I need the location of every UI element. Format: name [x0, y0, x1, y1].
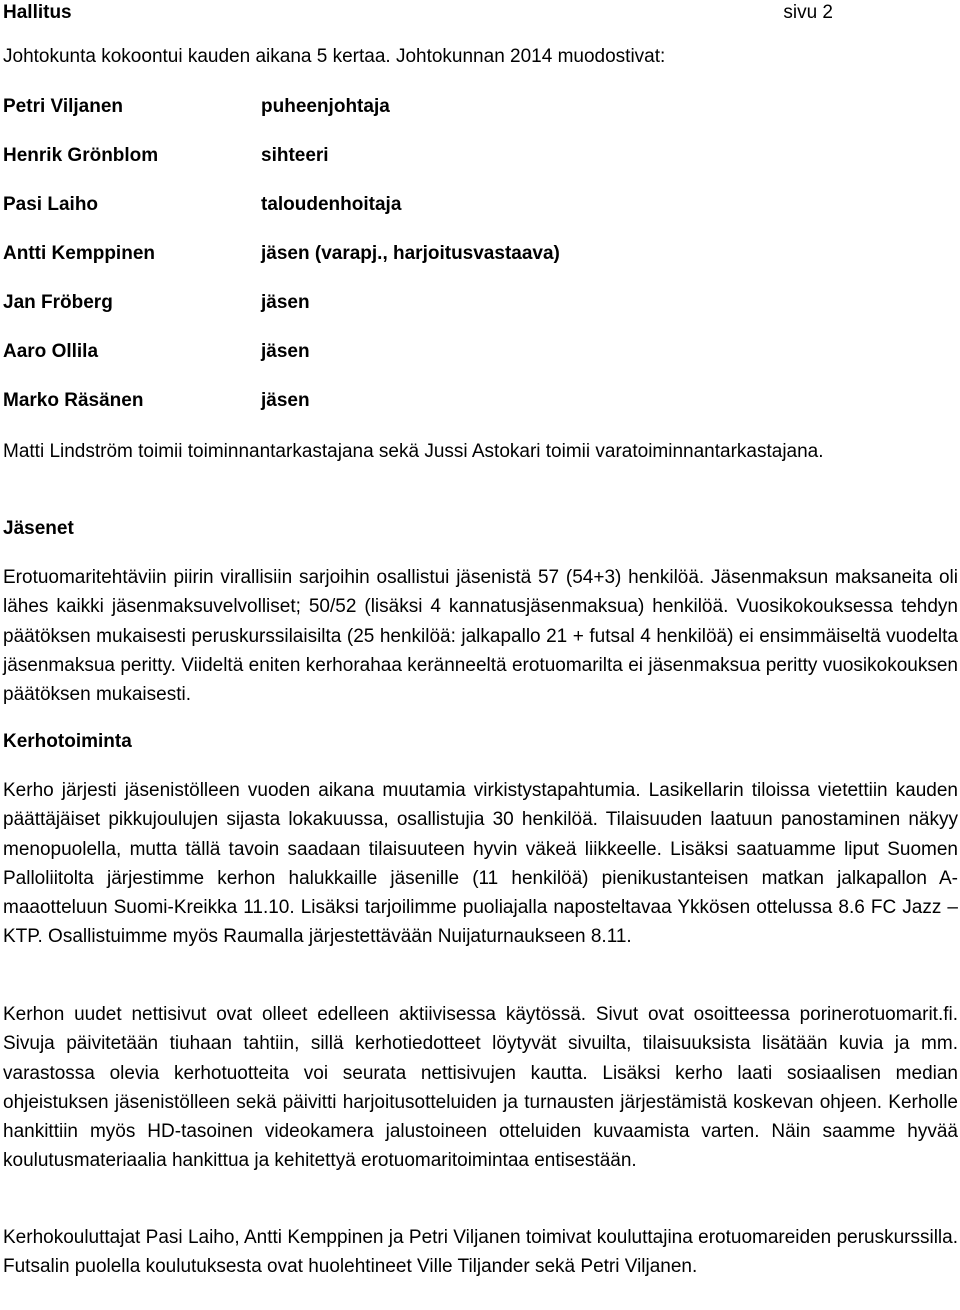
board-member-row: [3, 192, 703, 241]
board-member-name: Pasi Laiho: [3, 194, 99, 215]
board-member-row: [3, 290, 703, 339]
club-heading: Kerhotoiminta: [3, 731, 132, 752]
board-member-role: sihteeri: [261, 145, 329, 166]
board-member-row: [3, 94, 703, 143]
board-member-role: jäsen: [261, 292, 310, 313]
board-member-role: puheenjohtaja: [261, 96, 390, 117]
club-paragraph: Kerhokouluttajat Pasi Laiho, Antti Kemppinen ja Petri Viljanen toimivat kouluttajina erotuomareiden peruskurssilla. Futsalin puolella koulutuksesta ovat huolehtineet Ville Tiljander sekä Petri Viljanen.: [3, 1227, 958, 1278]
club-paragraph: Kerho järjesti jäsenistölleen vuoden aikana muutamia virkistystapahtumia. Lasikellarin tiloissa vietettiin kauden päättäjäiset pikkujoulujen sijasta lokakuussa, osallistujia 30 henkilöä. Tilaisuuden laatuun panostaminen näkyy menopuolella, mutta tällä tavoin saadaan tilaisuuteen hyvin väkeä liikkeelle. Lisäksi saatuamme liput Suomen Palloliitolta järjestimme kerhon halukkaille jäsenille (11 henkilöä) pienikustanteisen matkan jalkapallon A-maaotteluun Suomi-Kreikka 11.10. Lisäksi tarjoilimme puoliajalla naposteltavaa Ykkösen ottelussa 8.6 FC Jazz – KTP. Osallistuimme myös Raumalla järjestettävään Nuijaturnaukseen 8.11.: [3, 780, 958, 948]
board-member-row: [3, 143, 703, 192]
section-title-hallitus: Hallitus: [3, 2, 72, 23]
members-paragraph: Erotuomaritehtäviin piirin virallisiin sarjoihin osallistui jäsenistä 57 (54+3) henkilöä. Jäsenmaksun maksaneita oli lähes kaikki jäsenmaksuvelvolliset; 50/52 (lisäksi 4 kannatusjäsenmaksua) henkilöä. Vuosikokouksessa tehdyn päätöksen mukaisesti peruskurssilaisilta (25 henkilöä: jalkapallo 21 + futsal 4 henkilöä) ei ensimmäiseltä vuodelta jäsenmaksua peritty. Viideltä eniten kerhorahaa keränneeltä erotuomarilta ei jäsenmaksua peritty vuosikokouksen päätöksen mukaisesti.: [3, 567, 958, 706]
board-member-name: Henrik Grönblom: [3, 145, 159, 166]
auditors-paragraph: Matti Lindström toimii toiminnantarkastajana sekä Jussi Astokari toimii varatoiminnantarkastajana.: [3, 441, 824, 462]
board-member-list: [3, 94, 703, 437]
club-paragraph: Kerhon uudet nettisivut ovat olleet edelleen aktiivisessa käytössä. Sivut ovat osoitteessa porinerotuomarit.fi. Sivuja päivitetään tiuhaan tahtiin, sillä kerhotiedotteet löytyvät sivuilta, tilaisuuksista lisätään kuvia ja mm. varastossa olevia kerhotuotteita voi seurata nettisivujen kautta. Lisäksi kerho laati sosiaalisen median ohjeistuksen jäsenistölleen sekä päivitti harjoitusotteluiden ja turnausten järjestämistä koskevan ohjeen. Kerholle hankittiin myös HD-tasoinen videokamera jalustoineen otteluiden kuvaamista varten. Näin saamme hyvää koulutusmateriaalia hankittua ja kehitettyä erotuomaritoimintaa entisestään.: [3, 1004, 958, 1172]
members-heading: Jäsenet: [3, 518, 74, 539]
board-member-row: [3, 339, 703, 388]
board-member-role: jäsen: [261, 341, 310, 362]
board-member-name: Antti Kemppinen: [3, 243, 155, 264]
page-header: [3, 0, 833, 26]
board-member-role: taloudenhoitaja: [261, 194, 402, 215]
board-member-name: Aaro Ollila: [3, 341, 99, 362]
board-member-name: Petri Viljanen: [3, 96, 124, 117]
board-member-row: [3, 241, 703, 290]
board-member-name: Marko Räsänen: [3, 390, 144, 411]
board-member-role: jäsen: [261, 390, 310, 411]
board-member-name: Jan Fröberg: [3, 292, 113, 313]
intro-text: Johtokunta kokoontui kauden aikana 5 kertaa. Johtokunnan 2014 muodostivat:: [3, 46, 666, 67]
board-member-row: [3, 388, 703, 437]
board-member-role: jäsen (varapj., harjoitusvastaava): [261, 243, 560, 264]
page-number: sivu 2: [783, 2, 833, 23]
